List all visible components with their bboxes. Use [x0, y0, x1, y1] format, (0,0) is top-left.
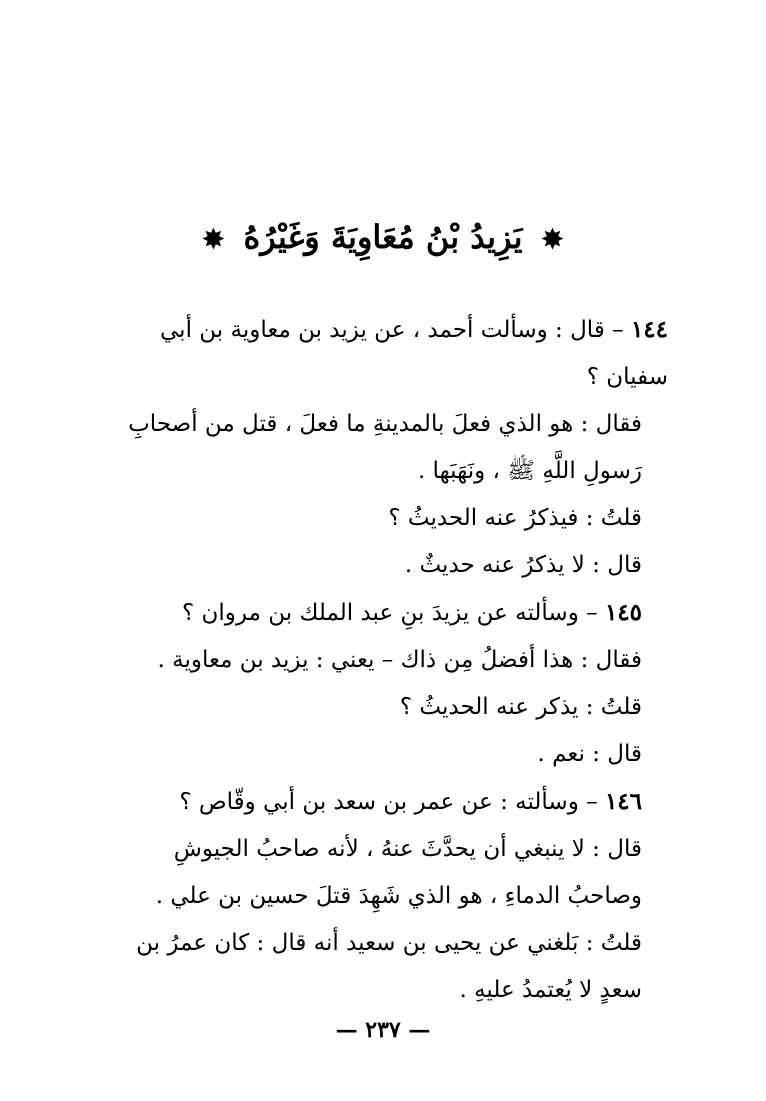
entry-question-text: – قال : وسألت أحمد ، عن يزيد بن معاوية بن أبي سفيان ؟: [160, 317, 668, 390]
star-ornament-left: ✸: [202, 224, 225, 255]
entry-144-followup-question: قلتُ : فيذكرُ عنه الحديثُ ؟: [388, 505, 642, 531]
body-text: [102, 306, 668, 1014]
entry-number: ١٤٦: [604, 788, 642, 815]
entry-number: ١٤٥: [604, 599, 642, 626]
entry-144-followup-answer: قال : لا يذكرُ عنه حديثٌ .: [404, 552, 642, 578]
entry-146-followup-question: قلتُ : بَلغني عن يحيى بن سعيد أنه قال : كان عمرُ بن سعدٍ لا يُعتمدُ عليهِ .: [136, 930, 642, 1003]
chapter-title: [0, 212, 766, 265]
entry-question-text: – وسألته : عن عمر بن سعد بن أبي وقّاص ؟: [179, 789, 598, 815]
entry-144-question: [102, 306, 668, 401]
entry-145-followup-question: قلتُ : يذكر عنه الحديثُ ؟: [399, 694, 642, 720]
entry-question-text: – وسألته عن يزيدَ بنِ عبد الملك بن مروان ؟: [182, 600, 598, 626]
entry-144-answer: فقال : هو الذي فعلَ بالمدينةِ ما فعلَ ، قتل من أصحابِ رَسولِ اللَّهِ ﷺ ، ونَهَبَها .: [128, 411, 642, 484]
chapter-title-text: يَزِيدُ بْنُ مُعَاوِيَةَ وَغَيْرُهُ: [243, 218, 523, 256]
entry-146-answer: قال : لا ينبغي أن يحدَّثَ عنهُ ، لأنه صاحبُ الجيوشِ وصاحبُ الدماءِ ، هو الذي شَهِدَ قتلَ حسين بن علي .: [155, 836, 642, 909]
entry-number: ١٤٤: [630, 316, 668, 343]
entry-146-question: [102, 778, 668, 826]
star-ornament-right: ✸: [541, 224, 564, 255]
entry-145-answer: فقال : هذا أفضلُ مِن ذاك – يعني : يزيد بن معاوية .: [157, 647, 642, 673]
page-number: — ٢٣٧ —: [335, 1017, 431, 1043]
entry-145-question: [102, 589, 668, 637]
entry-145-followup-answer: قال : نعم .: [537, 741, 642, 767]
